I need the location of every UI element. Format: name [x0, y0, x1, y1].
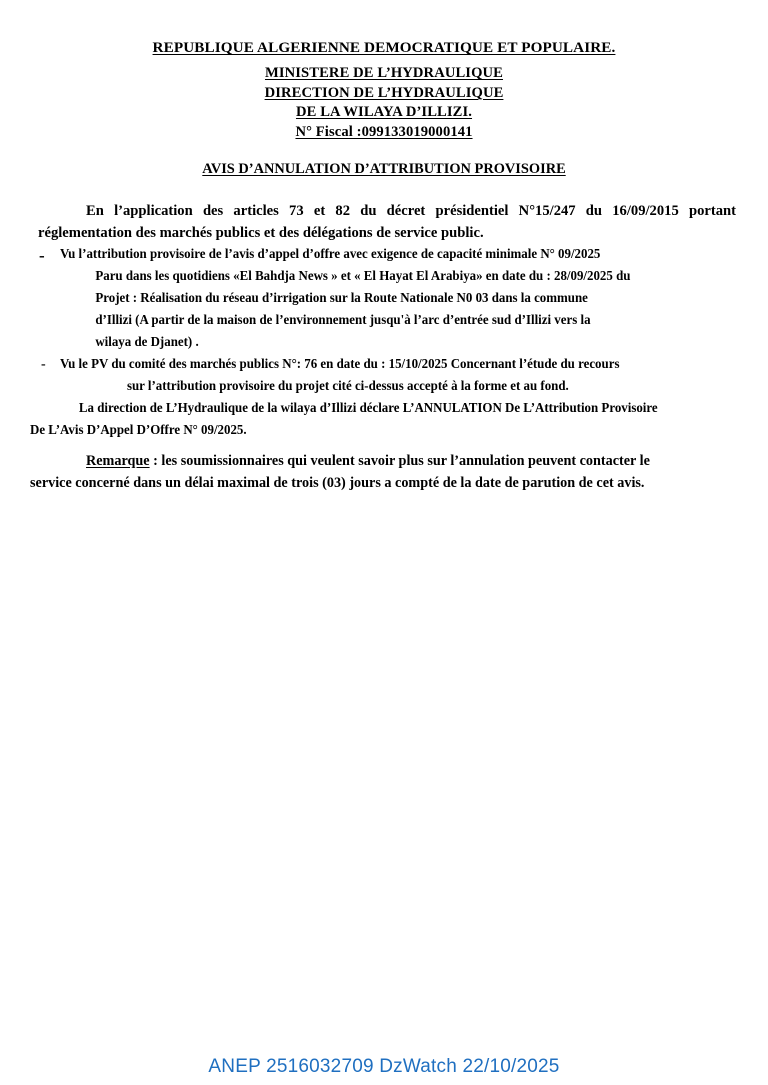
header-line-ministry-text: MINISTERE DE L’HYDRAULIQUE — [264, 65, 504, 82]
header-line-republic-text: REPUBLIQUE ALGERIENNE DEMOCRATIQUE ET POPULAIRE. — [152, 39, 616, 56]
list-item-line: wilaya de Djanet) . — [95, 335, 199, 351]
document-body — [0, 200, 768, 494]
intro-paragraph: En l’application des articles 73 et 82 du décret présidentiel N°15/247 du 16/09/2015 portant réglementation des marchés publics et des délégations de service public. — [38, 202, 736, 242]
anep-footer — [0, 1056, 768, 1078]
list-item — [38, 354, 736, 398]
anep-footer-text: ANEP 2516032709 DzWatch 22/10/2025 — [208, 1056, 560, 1077]
header-line-wilaya-text: DE LA WILAYA D’ILLIZI. — [295, 104, 473, 121]
list-item-line: Vu l’attribution provisoire de l’avis d’appel d’offre avec exigence de capacité minimale N° 09/2025 — [60, 247, 601, 263]
header-line-direction — [0, 86, 768, 101]
bullet-dash-icon: - — [41, 357, 46, 373]
header-line-fiscal-number — [0, 125, 768, 140]
page-title-text: AVIS D’ANNULATION D’ATTRIBUTION PROVISOIRE — [202, 160, 566, 177]
page-title — [0, 162, 768, 176]
header-line-wilaya — [0, 105, 768, 120]
header-line-republic — [0, 40, 768, 55]
list-item-line: Vu le PV du comité des marchés publics N°: 76 en date du : 15/10/2025 Concernant l’étude du recours — [60, 357, 620, 373]
list-item-line: d’Illizi (A partir de la maison de l’environnement jusqu'à l’arc d’entrée sud d’Illizi vers la — [95, 313, 591, 329]
declaration-line: De L’Avis D’Appel D’Offre N° 09/2025. — [30, 423, 247, 439]
list-item-line: Projet : Réalisation du réseau d’irrigation sur la Route Nationale N0 03 dans la commune — [95, 291, 588, 307]
considerations-list — [38, 244, 736, 398]
list-item — [38, 244, 736, 354]
remark-paragraph — [30, 451, 736, 494]
declaration-line: La direction de L’Hydraulique de la wilaya d’Illizi déclare L’ANNULATION De L’Attribution Provisoire — [78, 401, 658, 417]
declaration-paragraph — [30, 398, 736, 442]
remark-label: Remarque — [86, 453, 150, 470]
list-item-body — [38, 354, 736, 398]
remark-line-1: : les soumissionnaires qui veulent savoir plus sur l’annulation peuvent contacter le — [149, 453, 650, 470]
bullet-dash-icon: - — [39, 246, 45, 266]
header-line-direction-text: DIRECTION DE L’HYDRAULIQUE — [264, 84, 504, 101]
document-header — [0, 0, 768, 140]
header-line-fiscal-number-text: N° Fiscal :099133019000141 — [295, 123, 473, 140]
header-line-ministry — [0, 66, 768, 81]
list-item-line: Paru dans les quotidiens «El Bahdja News » et « El Hayat El Arabiya» en date du : 28/09/2025 du — [95, 269, 631, 285]
list-item-line: sur l’attribution provisoire du projet cité ci-dessus accepté à la forme et au fond. — [126, 379, 569, 395]
list-item-body — [38, 244, 736, 354]
remark-line-2: service concerné dans un délai maximal de trois (03) jours a compté de la date de parution de cet avis. — [30, 474, 645, 491]
